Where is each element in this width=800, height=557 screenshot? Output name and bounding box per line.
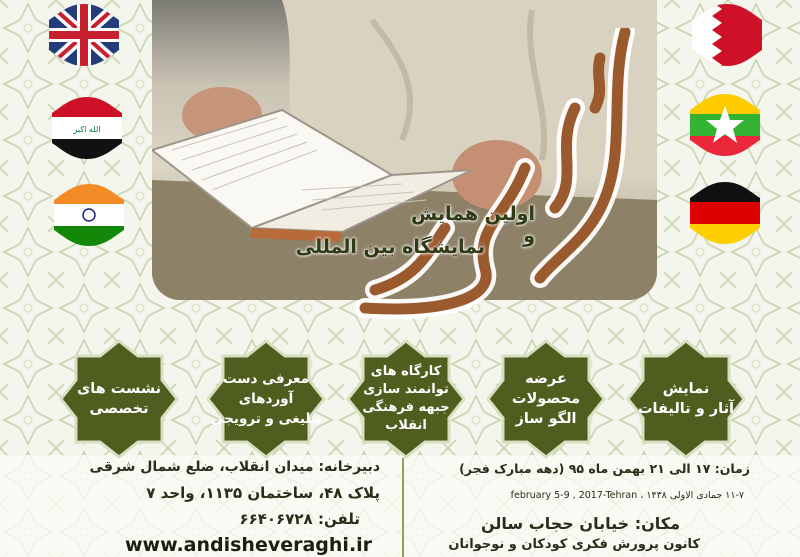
iraq-flag-icon: [50, 95, 124, 161]
badge-products-label: عرضه محصولات الگو ساز: [511, 371, 581, 427]
subtitle-line1: اولین همایش و: [411, 203, 535, 247]
badge-sessions-label: نشست های تخصصی: [76, 381, 162, 417]
calligraphy-title: [325, 28, 655, 333]
secretariat-line2: پلاک ۴۸، ساختمان ۱۱۳۵، واحد ۷: [146, 484, 380, 502]
bahrain-flag-icon: [690, 2, 764, 68]
myanmar-flag-icon: [688, 92, 762, 158]
india-flag-icon: [52, 182, 126, 248]
badge-products: [485, 338, 607, 460]
schedule-line2: ۱۱-۷ جمادی الاولی ۱۴۳۸ ، february 5-9 , 2017-Tehran: [510, 490, 744, 501]
badge-exhibition-label: نمایش آثار و تالیفات: [637, 381, 735, 417]
secretariat-line1: دبیرخانه: میدان انقلاب، ضلع شمال شرقی: [89, 459, 380, 475]
badge-achievements-label: معرفی دست آوردهای تبلیغی و ترویجی: [210, 371, 322, 427]
secretariat-phone: تلفن: ۶۶۴۰۶۷۲۸: [239, 510, 360, 528]
iraq-flag-script: الله اكبر: [73, 125, 101, 134]
venue-line1: مکان: خیابان حجاب سالن: [480, 514, 680, 533]
subtitle-line2: نمایشگاه بین المللی: [295, 236, 485, 258]
germany-flag-icon: [688, 180, 762, 246]
venue-line2: کانون پرورش فکری کودکان و نوجوانان: [448, 537, 700, 552]
badge-workshops-label: کارگاه های توانمند سازی جبهه فرهنگی انقلاب: [362, 364, 450, 433]
schedule-line1: زمان: ۱۷ الی ۲۱ بهمن ماه ۹۵ (دهه مبارک فجر): [459, 461, 750, 476]
badge-exhibition: [625, 338, 747, 460]
badge-achievements: [205, 338, 327, 460]
title-main: اندیشه ورقی: [325, 28, 331, 29]
uk-flag-icon: [47, 2, 121, 68]
website-link[interactable]: www.andisheveraghi.ir: [125, 534, 373, 556]
info-divider: [402, 458, 404, 557]
badge-workshops: [345, 338, 467, 460]
badge-sessions: [58, 338, 180, 460]
